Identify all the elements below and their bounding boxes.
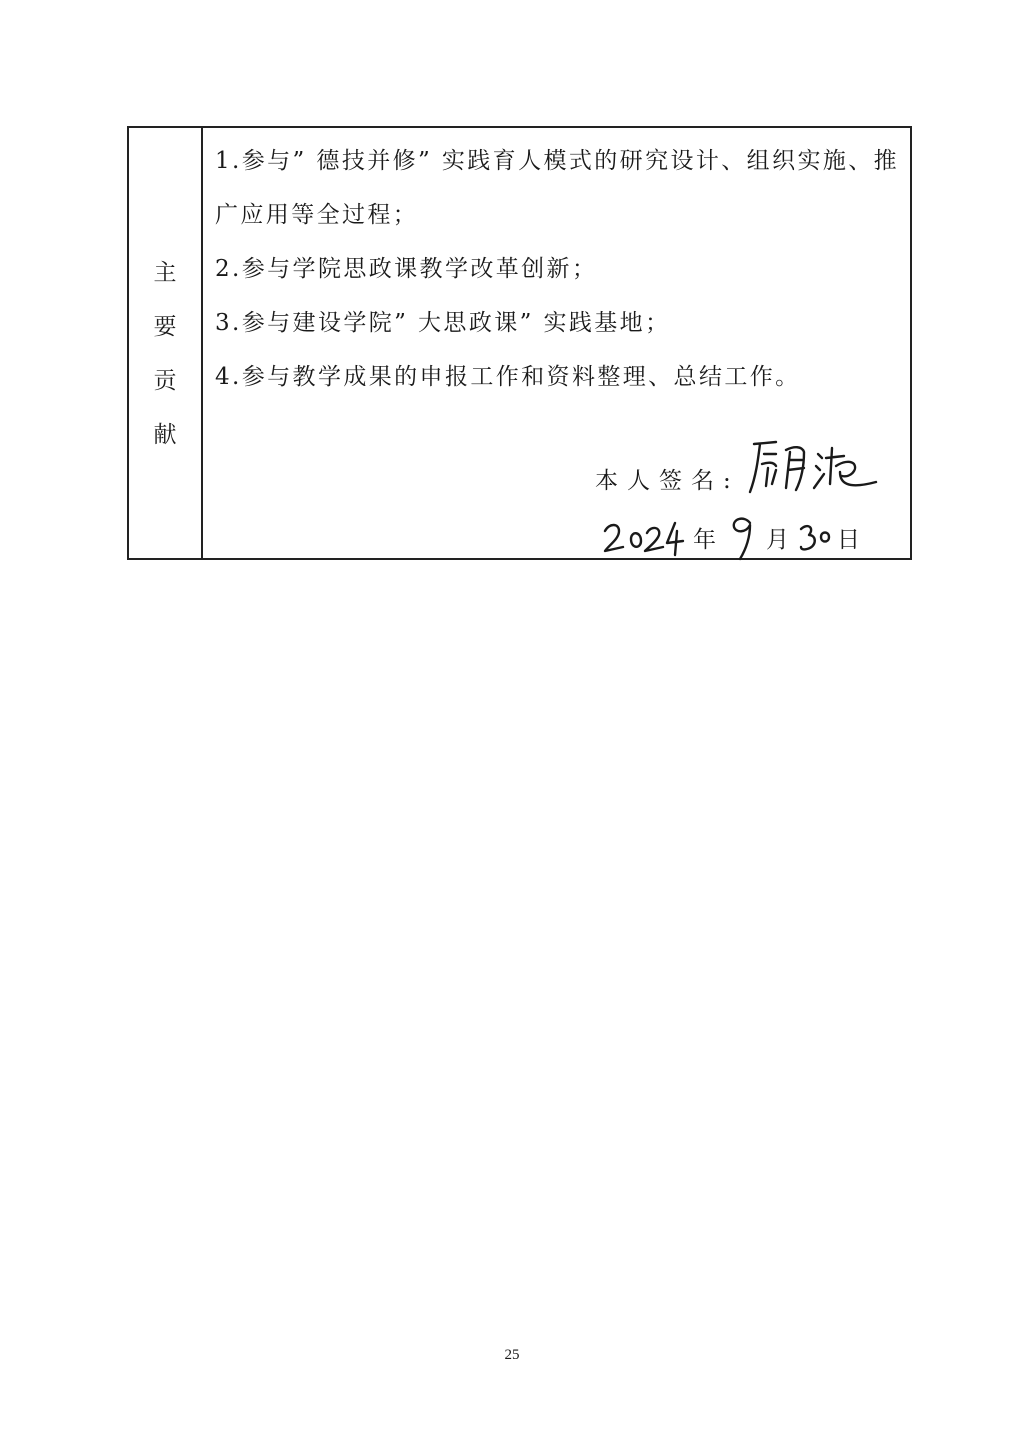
label-char: 献 [153,422,177,448]
handwritten-month [724,513,758,561]
signing-date [601,513,868,561]
handwritten-day [797,517,837,557]
contribution-item-1-continued: 广应用等全过程； [215,202,419,228]
handwritten-signature [746,434,886,498]
year-unit: 年 [693,526,716,553]
signature-row [595,448,886,498]
contribution-content-cell [203,128,910,558]
contribution-item-1: 1.参与” 德技并修” 实践育人模式的研究设计、组织实施、推 [215,148,900,174]
contribution-table [127,126,912,560]
handwritten-year [601,517,685,557]
label-char: 主 [153,260,177,286]
label-char: 贡 [153,368,177,394]
contribution-item-3: 3.参与建设学院” 大思政课” 实践基地； [215,310,671,336]
label-char: 要 [153,314,177,340]
day-unit: 日 [837,526,860,553]
contribution-item-4: 4.参与教学成果的申报工作和资料整理、总结工作。 [215,364,801,390]
contribution-item-2: 2.参与学院思政课教学改革创新； [215,256,598,282]
main-contribution-label-cell [129,128,203,558]
main-contribution-label [129,246,201,462]
month-unit: 月 [766,526,789,553]
page-number: 25 [504,1347,520,1363]
signature-label: 本人签名: [595,468,740,494]
